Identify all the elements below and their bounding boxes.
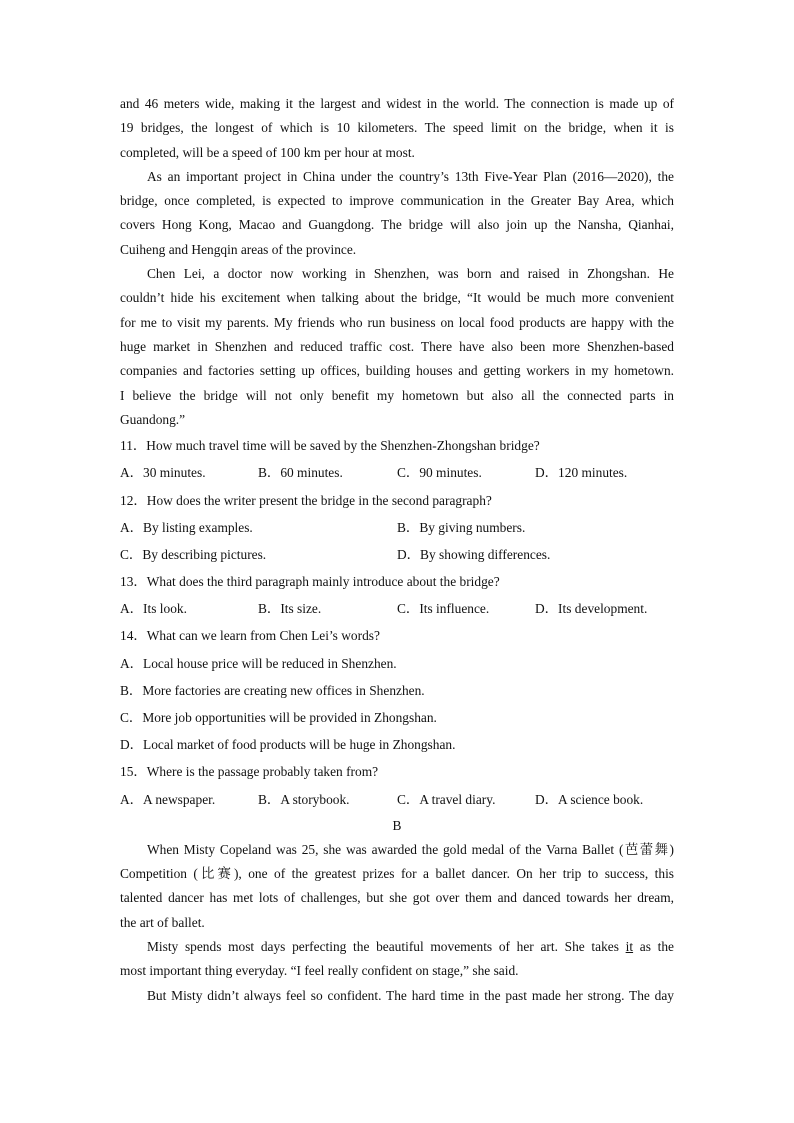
option-b: B．More factories are creating new offices in Shenzhen.	[120, 682, 425, 698]
text-segment: Misty spends most days perfecting the beautiful movements of her art. She takes	[147, 938, 626, 954]
text-line: Chen Lei, a doctor now working in Shenzhen, was born and raised in Zhongshan. He	[147, 266, 674, 282]
question-stem: 11．How much travel time will be saved by the Shenzhen-Zhongshan bridge?	[120, 438, 540, 454]
text-line: Competition (比赛), one of the greatest prizes for a ballet dancer. On her trip to success, this	[120, 866, 674, 882]
text-line: for me to visit my parents. My friends who run business on local food products are happy with the	[120, 314, 674, 330]
question-stem: 14．What can we learn from Chen Lei’s words?	[120, 628, 380, 644]
option-c: C．More job opportunities will be provided in Zhongshan.	[120, 710, 437, 726]
passage-a-paragraph-3	[120, 262, 674, 432]
question-12	[120, 487, 674, 569]
option-a: A．Local house price will be reduced in Shenzhen.	[120, 655, 397, 671]
exam-page	[120, 92, 674, 1008]
question-14	[120, 622, 674, 758]
text-line: most important thing everyday. “I feel really confident on stage,” she said.	[120, 963, 519, 979]
option-c: C．90 minutes.	[397, 465, 482, 481]
option-d: D．120 minutes.	[535, 465, 628, 481]
passage-a-paragraph-2	[120, 165, 674, 262]
option-a: A．Its look.	[120, 601, 187, 617]
option-b: B．60 minutes.	[258, 465, 343, 481]
option-b: B．By giving numbers.	[397, 519, 526, 535]
passage-b-paragraph-2	[120, 935, 674, 984]
question-11	[120, 432, 674, 486]
option-a: A．A newspaper.	[120, 791, 216, 807]
option-b: B．Its size.	[258, 601, 322, 617]
option-c: C．A travel diary.	[397, 791, 496, 807]
option-c: C．Its influence.	[397, 601, 490, 617]
text-line: talented dancer has met lots of challenges, but she got over them and danced towards her dream,	[120, 890, 674, 906]
passage-a-paragraph-1	[120, 92, 674, 165]
option-a: A．By listing examples.	[120, 519, 253, 535]
text-line: completed, will be a speed of 100 km per hour at most.	[120, 144, 415, 160]
text-line: Guandong.”	[120, 411, 186, 427]
text-segment: as the	[633, 938, 674, 954]
text-line: the art of ballet.	[120, 914, 205, 930]
option-d: D．Local market of food products will be huge in Zhongshan.	[120, 737, 456, 753]
text-line: 19 bridges, the longest of which is 10 kilometers. The speed limit on the bridge, when it is	[120, 120, 674, 136]
text-line: As an important project in China under the country’s 13th Five-Year Plan (2016—2020), the	[147, 168, 674, 184]
text-line: and 46 meters wide, making it the largest and widest in the world. The connection is made up of	[120, 96, 674, 111]
question-options	[120, 459, 674, 486]
question-stem: 15．Where is the passage probably taken from?	[120, 764, 379, 780]
text-line: bridge, once completed, is expected to improve communication in the Greater Bay Area, which	[120, 193, 674, 209]
text-line: covers Hong Kong, Macao and Guangdong. The bridge will also join up the Nansha, Qianhai,	[120, 217, 674, 233]
text-line: But Misty didn’t always feel so confident. The hard time in the past made her strong. The day	[147, 987, 674, 1003]
option-a: A．30 minutes.	[120, 465, 206, 481]
question-15	[120, 758, 674, 812]
passage-b-paragraph-1	[120, 838, 674, 935]
question-options	[120, 514, 674, 541]
question-options	[120, 786, 674, 813]
option-c: C．By describing pictures.	[120, 546, 267, 562]
text-line	[120, 935, 674, 959]
option-b: B．A storybook.	[258, 791, 350, 807]
option-d: D．By showing differences.	[397, 546, 551, 562]
question-options	[120, 595, 674, 622]
option-d: D．A science book.	[535, 791, 644, 807]
text-line: Cuiheng and Hengqin areas of the province.	[120, 241, 357, 257]
question-13	[120, 568, 674, 622]
text-line: huge market in Shenzhen and reduced traffic cost. There have also been more Shenzhen-based	[120, 338, 674, 354]
underlined-word: it	[625, 938, 634, 954]
passage-b-paragraph-3	[120, 984, 674, 1008]
option-d: D．Its development.	[535, 601, 648, 617]
question-stem: 12．How does the writer present the bridge in the second paragraph?	[120, 492, 492, 508]
text-line: When Misty Copeland was 25, she was awarded the gold medal of the Varna Ballet (芭蕾舞)	[147, 841, 674, 857]
question-options	[120, 541, 674, 568]
text-line: couldn’t hide his excitement when talking about the bridge, “It would be much more convenient	[120, 290, 674, 306]
text-line: I believe the bridge will not only benefit my hometown but also all the connected parts in	[120, 387, 674, 403]
section-heading: B	[392, 817, 402, 833]
text-line: companies and factories setting up offices, building houses and getting workers in my hometown.	[120, 363, 674, 379]
question-stem: 13．What does the third paragraph mainly introduce about the bridge?	[120, 574, 500, 590]
